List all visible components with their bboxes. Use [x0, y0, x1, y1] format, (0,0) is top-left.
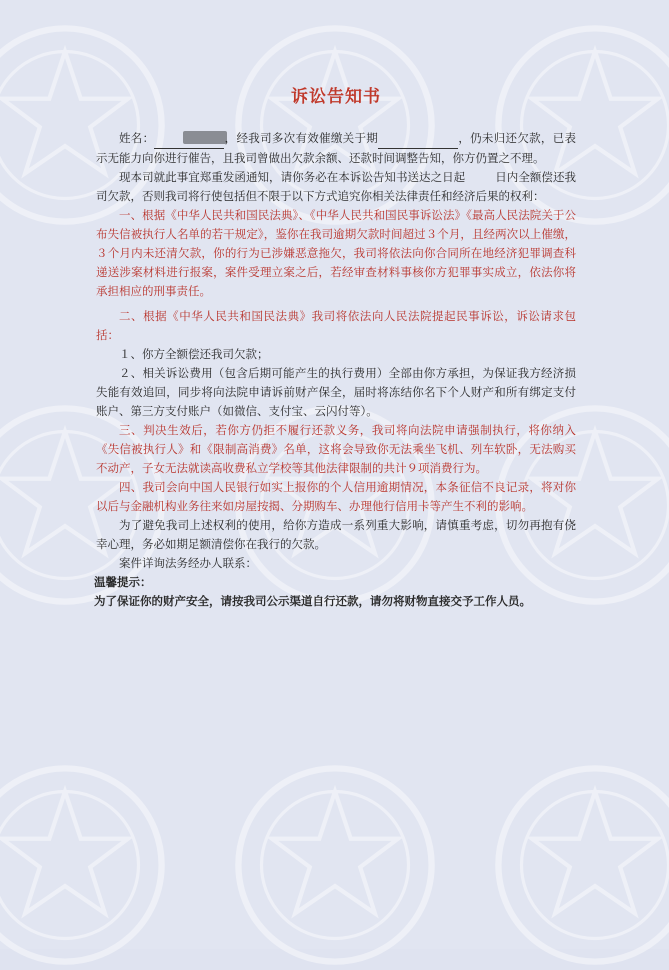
- notice-text-b: 日内全额偿还我司欠款，否则我司将行使包括但不限于以下方式追究你相关法律责任和经济后果的权利：: [96, 170, 577, 203]
- still-text: ，仍未: [458, 131, 494, 145]
- paragraph-contact: 案件详询法务经办人联系：: [119, 556, 257, 570]
- days-blank: [465, 168, 495, 187]
- period-blank: [378, 129, 458, 149]
- tip-text: 为了保证你的财产安全，请按我司公示渠道自行还款，请勿将财物直接交予工作人员。: [94, 594, 531, 608]
- paragraph-1-rest: 归还欠款，已表示无能力向你进行催告，且我司曾做出欠款余额、还款时间调整告知，你方仍置之不理。: [96, 131, 577, 165]
- paragraph-enforcement: 三、判决生效后，若你方仍拒不履行还款义务，我司将向法院申请强制执行，将你纳入《失信被执行人》和《限制高消费》名单，这将会导致你无法乘坐飞机、列车软卧，无法购买不动产，子女无法就读高收费私立学校等其他法律限制的共计９项消费行为。: [96, 423, 576, 475]
- name-blank: [154, 129, 224, 149]
- claim-1: １、你方全额偿还我司欠款；: [119, 347, 269, 361]
- paragraph-credit: 四、我司会向中国人民银行如实上报你的个人信用逾期情况，本条征信不良记录，将对你以后与金融机构业务往来如房屋按揭、分期购车、办理他行信用卡等产生不利的影响。: [96, 480, 576, 513]
- notice-text-a: 现本司就此事宜郑重发函通知，请你务必在本诉讼告知书送达之日起: [119, 170, 466, 184]
- paragraph-notice: [96, 168, 576, 206]
- name-label: 姓名：: [119, 131, 155, 145]
- paragraph-criminal: 一、根据《中华人民共和国民法典》、《中华人民共和国民事诉讼法》《最高人民法院关于公布失信被执行人名单的若干规定》，鉴你在我司逾期欠款时间超过３个月，且经两次以上催缴，３个月内未还清欠款，你的行为已涉嫌恶意拖欠，我司将依法向你合同所在地经济犯罪调查科递送涉案材料进行报案，案件受理立案之后，若经审查材料事核你方犯罪事实成立，依法你将承担相应的刑事责任。: [96, 208, 576, 298]
- emblem-watermark-icon: [490, 760, 669, 970]
- tip-label: 温馨提示：: [94, 575, 152, 589]
- period-intro: ，经我司多次有效催缴关于期: [224, 131, 379, 145]
- paragraph-civil-suit: 二、根据《中华人民共和国民法典》我司将依法向人民法院提起民事诉讼，诉讼请求包括：: [96, 309, 576, 342]
- paragraph-addressee: [96, 129, 576, 168]
- paragraph-warning: 为了避免我司上述权利的使用，给你方造成一系列重大影响，请慎重考虑，切勿再抱有侥幸心理，务必如期足额清偿你在我行的欠款。: [96, 518, 576, 551]
- redacted-name: [183, 131, 227, 144]
- emblem-watermark-icon: [0, 760, 170, 970]
- notice-body: [96, 80, 576, 611]
- emblem-watermark-icon: [230, 760, 440, 970]
- document-title: 诉讼告知书: [291, 87, 381, 107]
- claim-2: ２、相关诉讼费用（包含后期可能产生的执行费用）全部由你方承担，为保证我方经济损失能有效追回，同步将向法院申请诉前财产保全，届时将冻结你名下个人财产和所有绑定支付账户、第三方支付账户（如微信、支付宝、云闪付等）。: [96, 366, 576, 418]
